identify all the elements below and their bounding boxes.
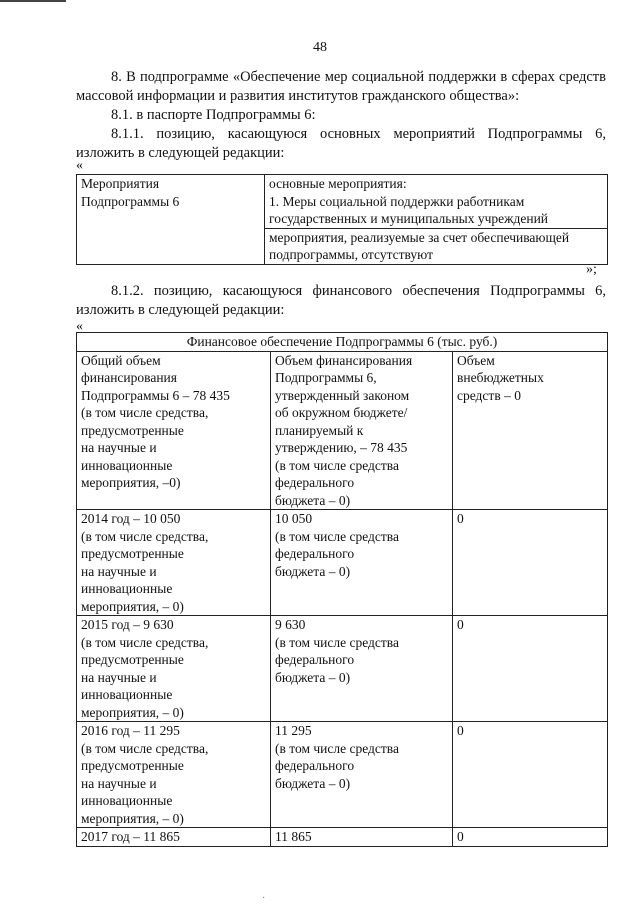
year-2014-extrabudget-cell: 0 (453, 510, 608, 616)
section-8-1-2-text (76, 282, 606, 320)
year-2016-extrabudget-cell: 0 (453, 722, 608, 828)
year-2017-extrabudget-cell: 0 (453, 828, 608, 847)
paragraph-8-1-1: 8.1.1. позицию, касающуюся основных мероприятий Подпрограммы 6, изложить в следующей редакции: (76, 126, 606, 161)
table-row (77, 351, 608, 510)
year-2017-total-cell: 2017 год – 11 865 (77, 828, 271, 847)
paragraph-8-1: 8.1. в паспорте Подпрограммы 6: (111, 107, 316, 123)
year-2014-budget-cell: 10 050 (в том числе средства федерального бюджета – 0) (271, 510, 453, 616)
paragraph-8-intro: 8. В подпрограмме «Обеспечение мер социальной поддержки в сферах средств массовой информации и развития институтов гражданского общества»: (76, 69, 606, 104)
scan-artifact: · (262, 893, 266, 904)
table-row (77, 722, 608, 828)
year-2016-total-cell: 2016 год – 11 295 (в том числе средства, предусмотренные на научные и инновационные мероприятия, – 0) (77, 722, 271, 828)
main-measures-cell: основные мероприятия: 1. Меры социальной поддержки работникам государственных и муниципальных учреждений (265, 175, 608, 229)
year-2016-budget-cell: 11 295 (в том числе средства федерального бюджета – 0) (271, 722, 453, 828)
year-2015-total-cell: 2015 год – 9 630 (в том числе средства, предусмотренные на научные и инновационные мероприятия, – 0) (77, 616, 271, 722)
close-quote-1: »; (586, 262, 597, 277)
open-quote-1: « (76, 158, 83, 173)
table-row (77, 616, 608, 722)
scan-edge-line (0, 0, 66, 2)
finance-table (76, 332, 608, 847)
extrabudget-funding-cell: Объем внебюджетных средств – 0 (453, 351, 608, 510)
total-funding-cell: Общий объем финансирования Подпрограммы 6 – 78 435 (в том числе средства, предусмотренные на научные и инновационные мероприятия, –0) (77, 351, 271, 510)
year-2017-budget-cell: 11 865 (271, 828, 453, 847)
finance-table-header: Финансовое обеспечение Подпрограммы 6 (тыс. руб.) (77, 333, 608, 352)
year-2015-budget-cell: 9 630 (в том числе средства федерального бюджета – 0) (271, 616, 453, 722)
table-row (77, 175, 608, 229)
budget-funding-cell: Объем финансирования Подпрограммы 6, утвержденный законом об окружном бюджете/ планируемый к утверждению, – 78 435 (в том числе средства федерального бюджета – 0) (271, 351, 453, 510)
year-2015-extrabudget-cell: 0 (453, 616, 608, 722)
table-header-row (77, 333, 608, 352)
table-row (77, 510, 608, 616)
table-row (77, 828, 608, 847)
provided-measures-cell: мероприятия, реализуемые за счет обеспечивающей подпрограммы, отсутствуют (265, 228, 608, 264)
year-2014-total-cell: 2014 год – 10 050 (в том числе средства, предусмотренные на научные и инновационные мероприятия, – 0) (77, 510, 271, 616)
open-quote-2: « (76, 319, 83, 334)
page-number: 48 (313, 40, 327, 55)
paragraph-8-1-2: 8.1.2. позицию, касающуюся финансового обеспечения Подпрограммы 6, изложить в следующей редакции: (76, 283, 606, 318)
measures-label-cell: Мероприятия Подпрограммы 6 (77, 175, 265, 265)
section-8-text (76, 68, 606, 163)
measures-table (76, 174, 608, 265)
